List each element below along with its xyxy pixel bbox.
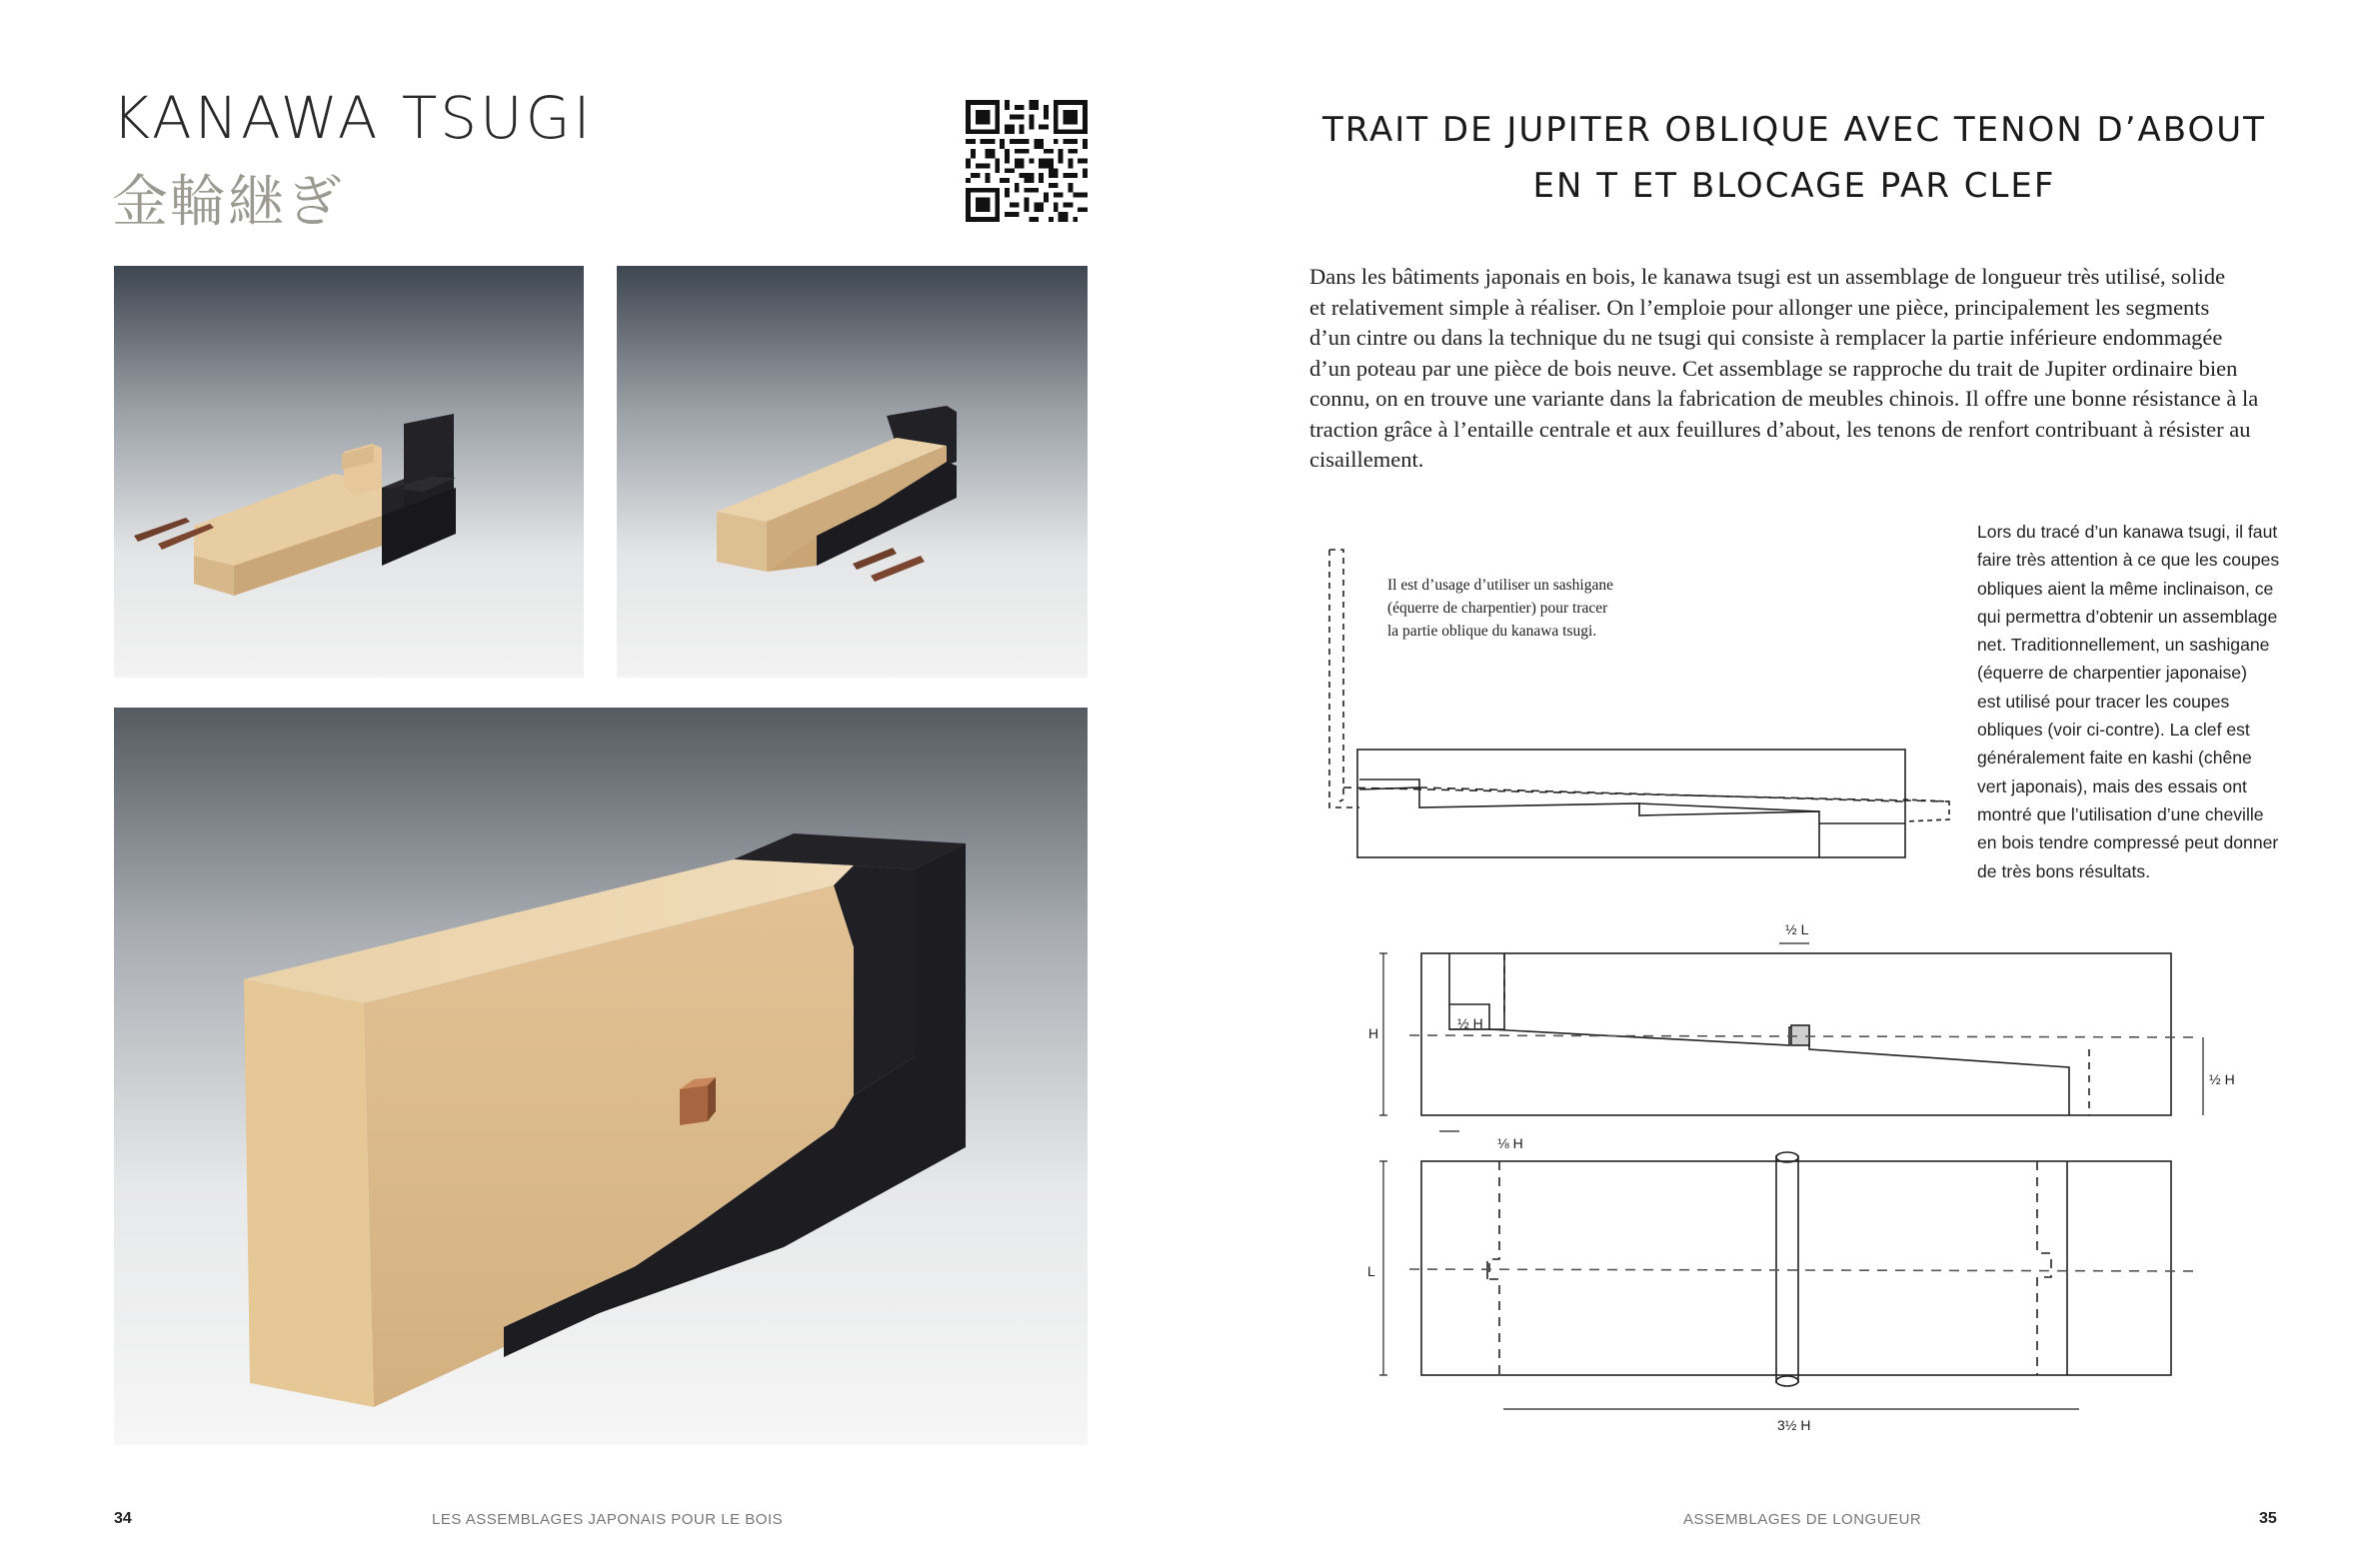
caption-line: la partie oblique du kanawa tsugi.: [1387, 623, 1597, 640]
running-footer-left: LES ASSEMBLAGES JAPONAIS POUR LE BOIS: [432, 1511, 784, 1528]
side-note-line: vert japonais), mais des essais ont: [1977, 776, 2247, 796]
dim-eighth-H: ⅛ H: [1497, 1135, 1523, 1151]
body-line: cisaillement.: [1309, 447, 1424, 472]
side-note-line: net. Traditionnellement, un sashigane: [1977, 635, 2270, 656]
drawing-caption: [1387, 574, 1687, 643]
body-paragraph: [1309, 262, 2259, 476]
running-footer-right: ASSEMBLAGES DE LONGUEUR: [1683, 1511, 1922, 1528]
body-line: d’un poteau par une pièce de bois neuve. Cet assemblage se rapproche du trait de Jupiter ordinaire bien: [1309, 355, 2238, 381]
side-note-line: Lors du tracé d’un kanawa tsugi, il faut: [1977, 522, 2278, 542]
dimension-drawings: [1339, 899, 2239, 1459]
body-line: et relativement simple à réaliser. On l’emploie pour allonger une pièce, principalement les segments: [1309, 294, 2210, 320]
side-note-line: généralement faite en kashi (chêne: [1977, 748, 2252, 769]
page-number-left: 34: [114, 1510, 132, 1527]
photo-disassembled-joint: [114, 266, 584, 678]
dim-three-half-H: 3½ H: [1777, 1417, 1811, 1433]
section-heading-line-1: TRAIT DE JUPITER OBLIQUE AVEC TENON D’ABOUT: [1322, 110, 2266, 150]
page-title: KANAWA TSUGI: [112, 84, 594, 152]
photo-partial-assembly: [617, 266, 1088, 678]
section-heading-line-2: EN T ET BLOCAGE PAR CLEF: [1532, 166, 2056, 206]
body-line: Dans les bâtiments japonais en bois, le kanawa tsugi est un assemblage de longueur très utilisé, solide: [1309, 264, 2226, 289]
body-line: connu, on en trouve une variante dans la fabrication de meubles chinois. Il offre une bonne résistance à la: [1309, 386, 2259, 411]
body-line: traction grâce à l’entaille centrale et aux feuillures d’about, les tenons de renfort contribuant à résister au: [1309, 416, 2251, 442]
side-note-line: obliques aient la même inclinaison, ce: [1977, 578, 2274, 599]
side-note-line: est utilisé pour tracer les coupes: [1977, 691, 2230, 712]
side-note-line: qui permettra d’obtenir un assemblage: [1977, 606, 2278, 627]
dim-half-L: ½ L: [1785, 921, 1809, 937]
body-line: d’un cintre ou dans la technique du ne tsugi qui consiste à remplacer la partie inférieure endommagée: [1309, 325, 2223, 350]
dim-H: H: [1368, 1025, 1379, 1041]
dim-half-H-right: ½ H: [2209, 1071, 2235, 1087]
side-note-line: faire très attention à ce que les coupes: [1977, 550, 2280, 571]
page-number-right: 35: [2259, 1510, 2277, 1527]
side-note-line: obliques (voir ci-contre). La clef est: [1977, 720, 2250, 741]
photo-assembled-joint: [114, 708, 1088, 1445]
side-note: [1977, 518, 2297, 885]
caption-line: (équerre de charpentier) pour tracer: [1387, 600, 1608, 617]
dim-half-H-left: ½ H: [1457, 1015, 1483, 1031]
dim-L: L: [1367, 1263, 1375, 1279]
side-note-line: en bois tendre compressé peut donner: [1977, 832, 2279, 853]
side-note-line: (équerre de charpentier japonaise): [1977, 663, 2247, 684]
side-note-line: de très bons résultats.: [1977, 860, 2151, 881]
page-title-japanese: 金輪継ぎ: [112, 170, 344, 235]
side-note-line: montré que l’utilisation d’une cheville: [1977, 803, 2264, 824]
qr-code-icon[interactable]: [966, 100, 1088, 222]
caption-line: Il est d’usage d’utiliser un sashigane: [1387, 577, 1613, 594]
